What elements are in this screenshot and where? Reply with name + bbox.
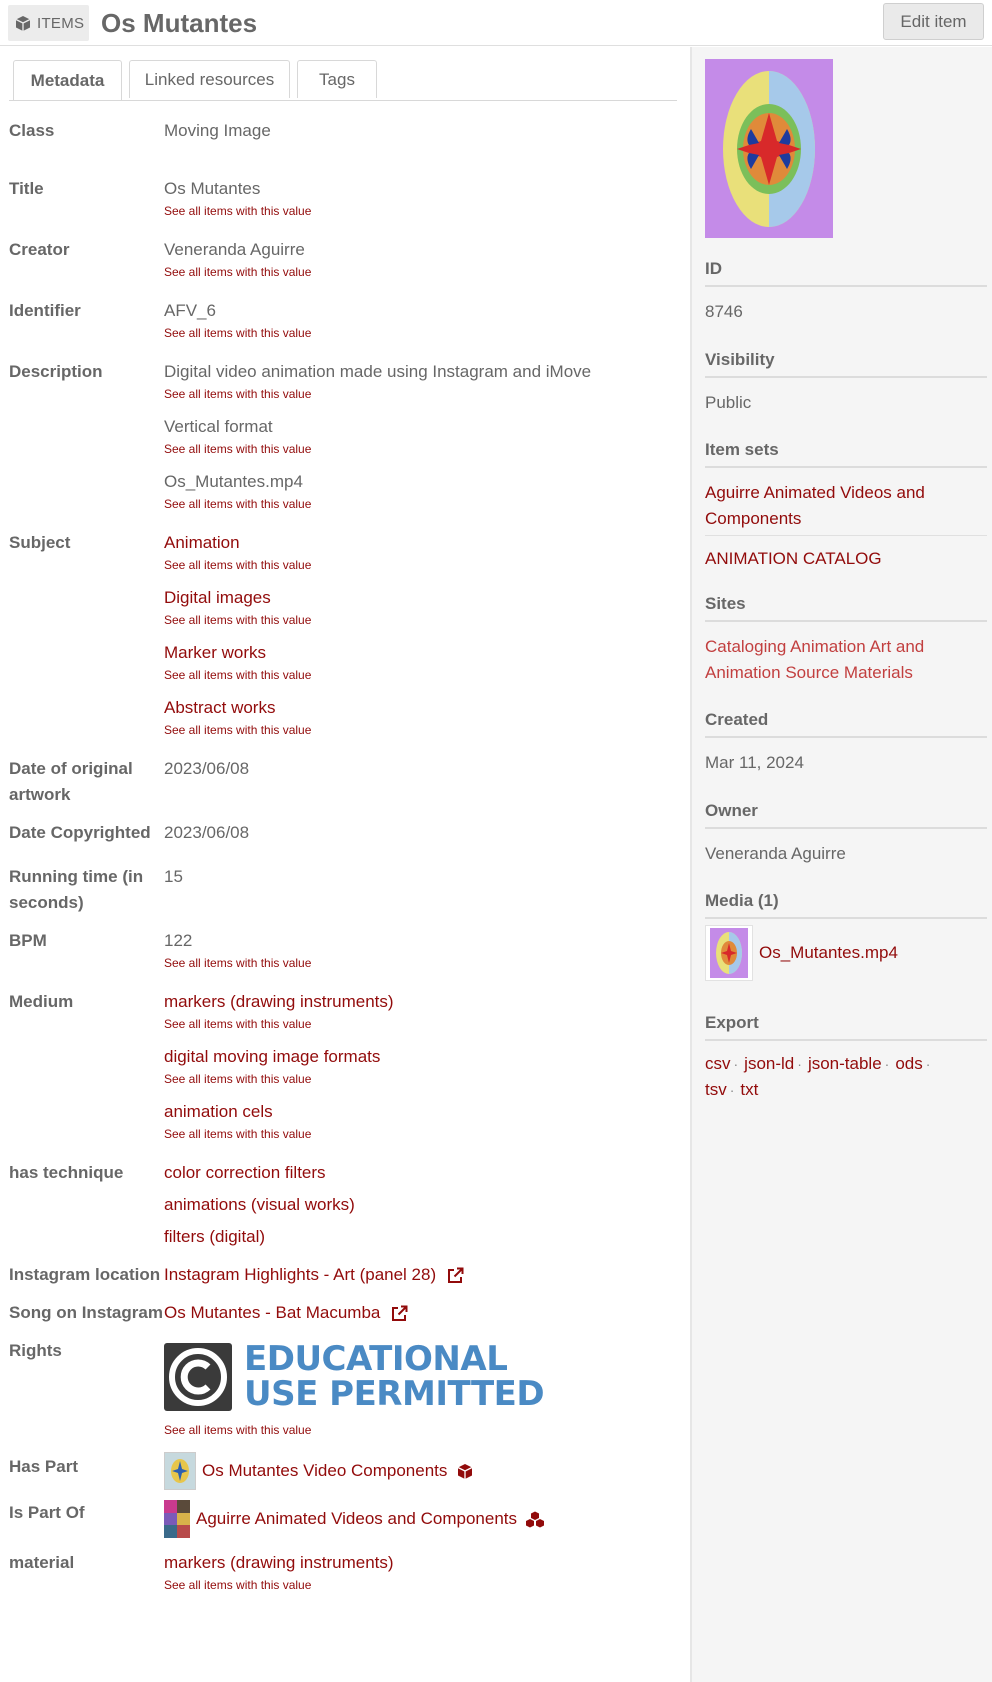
property-label: Has Part <box>9 1457 78 1476</box>
logo-line-1: EDUCATIONAL <box>244 1339 508 1379</box>
external-link-icon[interactable] <box>391 1305 408 1322</box>
property-creator <box>9 237 679 286</box>
tab-linked-resources[interactable]: Linked resources <box>129 60 290 98</box>
property-label: Date Copyrighted <box>9 823 151 842</box>
sidebar-label: ID <box>705 259 987 287</box>
see-all-link[interactable]: See all items with this value <box>164 442 312 456</box>
property-instagram-location <box>9 1262 679 1288</box>
see-all-link[interactable]: See all items with this value <box>164 956 312 970</box>
property-label: Subject <box>9 533 71 552</box>
property-label: Instagram location <box>9 1265 161 1284</box>
property-label: Identifier <box>9 301 81 320</box>
sidebar-value: 8746 <box>705 302 743 321</box>
see-all-link[interactable]: See all items with this value <box>164 265 312 279</box>
sidebar-label: Created <box>705 710 987 738</box>
sidebar-media <box>705 891 987 981</box>
sidebar-label: Visibility <box>705 350 987 378</box>
sidebar-label: Owner <box>705 801 987 829</box>
sidebar-owner <box>705 801 987 867</box>
property-bpm <box>9 928 679 977</box>
subject-link[interactable]: Abstract works <box>164 698 276 717</box>
property-value: 2023/06/08 <box>164 759 250 778</box>
property-value: Os_Mutantes.mp4 <box>164 472 303 491</box>
instagram-location-link[interactable]: Instagram Highlights - Art (panel 28) <box>164 1265 437 1284</box>
has-part-link[interactable]: Os Mutantes Video Components <box>202 1461 448 1480</box>
edit-item-button[interactable]: Edit item <box>883 3 984 40</box>
export-txt-link[interactable]: txt <box>740 1080 759 1099</box>
property-technique <box>9 1160 679 1250</box>
technique-link[interactable]: color correction filters <box>164 1163 326 1182</box>
see-all-link[interactable]: See all items with this value <box>164 497 312 511</box>
property-value: 15 <box>164 867 183 886</box>
medium-link[interactable]: animation cels <box>164 1102 273 1121</box>
property-value: Veneranda Aguirre <box>164 240 305 259</box>
see-all-link[interactable]: See all items with this value <box>164 1423 312 1437</box>
cube-icon <box>15 15 31 32</box>
export-ods-link[interactable]: ods <box>895 1054 923 1073</box>
property-song <box>9 1300 679 1326</box>
page-title: Os Mutantes <box>101 8 258 38</box>
item-cube-icon <box>457 1463 473 1480</box>
property-value: Vertical format <box>164 417 273 436</box>
item-set-link[interactable]: Aguirre Animated Videos and Components <box>705 483 925 528</box>
property-value: Os Mutantes <box>164 179 261 198</box>
property-label: Medium <box>9 992 74 1011</box>
see-all-link[interactable]: See all items with this value <box>164 668 312 682</box>
items-badge-label: ITEMS <box>37 14 85 32</box>
has-part-thumbnail[interactable] <box>164 1452 196 1490</box>
sidebar-value: Mar 11, 2024 <box>705 753 804 772</box>
property-running-time <box>9 864 679 916</box>
metadata-panel <box>9 118 679 1599</box>
property-value: 122 <box>164 931 193 950</box>
sidebar-label: Export <box>705 1013 987 1041</box>
export-json-table-link[interactable]: json-table <box>807 1054 882 1073</box>
item-set-cubes-icon <box>525 1511 545 1528</box>
property-is-part-of <box>9 1500 679 1538</box>
property-label: Running time (in seconds) <box>9 867 144 912</box>
see-all-link[interactable]: See all items with this value <box>164 1072 312 1086</box>
property-medium <box>9 989 679 1148</box>
copyright-icon <box>164 1343 232 1411</box>
external-link-icon[interactable] <box>447 1267 464 1284</box>
see-all-link[interactable]: See all items with this value <box>164 1127 312 1141</box>
property-title <box>9 176 679 225</box>
see-all-link[interactable]: See all items with this value <box>164 326 312 340</box>
property-label: Title <box>9 179 44 198</box>
property-description <box>9 359 679 518</box>
property-label: Is Part Of <box>9 1503 85 1522</box>
see-all-link[interactable]: See all items with this value <box>164 387 312 401</box>
property-subject <box>9 530 679 744</box>
sidebar-sites <box>705 594 987 686</box>
export-csv-link[interactable]: csv <box>705 1054 731 1073</box>
sidebar-item-sets <box>705 440 987 572</box>
property-label: Creator <box>9 240 70 259</box>
top-bar <box>0 0 992 46</box>
sidebar-label: Item sets <box>705 440 987 468</box>
sidebar-id <box>705 259 987 325</box>
see-all-link[interactable]: See all items with this value <box>164 1017 312 1031</box>
export-json-ld-link[interactable]: json-ld <box>744 1054 795 1073</box>
sidebar-label: Media (1) <box>705 891 987 919</box>
items-badge[interactable] <box>8 5 89 41</box>
subject-link[interactable]: Animation <box>164 533 240 552</box>
site-link[interactable]: Cataloging Animation Art and Animation Source Materials <box>705 637 925 682</box>
property-class <box>9 118 679 150</box>
tab-tags[interactable]: Tags <box>297 60 377 98</box>
see-all-link[interactable]: See all items with this value <box>164 204 312 218</box>
see-all-link[interactable]: See all items with this value <box>164 723 312 737</box>
property-label: has technique <box>9 1163 124 1182</box>
song-link[interactable]: Os Mutantes - Bat Macumba <box>164 1303 381 1322</box>
educational-use-logo[interactable] <box>164 1339 679 1414</box>
item-thumbnail[interactable] <box>705 59 833 238</box>
subject-link[interactable]: Digital images <box>164 588 271 607</box>
technique-link[interactable]: filters (digital) <box>164 1227 266 1246</box>
property-label: Song on Instagram <box>9 1303 163 1322</box>
item-sidebar <box>690 47 992 1682</box>
subject-link[interactable]: Marker works <box>164 643 267 662</box>
property-date-original <box>9 756 679 808</box>
logo-line-2: USE PERMITTED <box>244 1374 545 1414</box>
sidebar-export <box>705 1013 987 1103</box>
is-part-of-link[interactable]: Aguirre Animated Videos and Components <box>196 1509 517 1528</box>
see-all-link[interactable]: See all items with this value <box>164 613 312 627</box>
sidebar-value: Veneranda Aguirre <box>705 844 846 863</box>
is-part-of-thumbnail[interactable] <box>164 1500 190 1538</box>
media-thumbnail[interactable] <box>705 925 753 981</box>
sidebar-visibility <box>705 350 987 416</box>
see-all-link[interactable]: See all items with this value <box>164 1578 312 1592</box>
see-all-link[interactable]: See all items with this value <box>164 558 312 572</box>
sidebar-value: Public <box>705 393 752 412</box>
export-tsv-link[interactable]: tsv <box>705 1080 727 1099</box>
sidebar-created <box>705 710 987 776</box>
tab-divider <box>9 100 677 101</box>
technique-link[interactable]: animations (visual works) <box>164 1195 355 1214</box>
property-value: 2023/06/08 <box>164 823 250 842</box>
property-rights <box>9 1338 679 1438</box>
property-label: Date of original artwork <box>9 759 133 804</box>
property-material <box>9 1550 679 1599</box>
property-label: BPM <box>9 931 47 950</box>
sidebar-label: Sites <box>705 594 987 622</box>
tab-metadata[interactable]: Metadata <box>13 60 122 100</box>
material-link[interactable]: markers (drawing instruments) <box>164 1553 394 1572</box>
property-value: Digital video animation made using Instagram and iMove <box>164 362 592 381</box>
medium-link[interactable]: digital moving image formats <box>164 1047 381 1066</box>
property-label: material <box>9 1553 75 1572</box>
property-value: AFV_6 <box>164 301 216 320</box>
property-has-part <box>9 1452 679 1490</box>
property-identifier <box>9 298 679 347</box>
property-label: Class <box>9 121 55 140</box>
property-value: Moving Image <box>164 121 271 140</box>
media-link[interactable]: Os_Mutantes.mp4 <box>759 943 898 962</box>
item-set-link[interactable]: ANIMATION CATALOG <box>705 549 882 568</box>
property-date-copyrighted <box>9 820 679 852</box>
property-label: Description <box>9 362 103 381</box>
medium-link[interactable]: markers (drawing instruments) <box>164 992 394 1011</box>
export-links: csv · json-ld · json-table · ods · tsv · txt <box>705 1054 931 1099</box>
property-label: Rights <box>9 1341 62 1360</box>
